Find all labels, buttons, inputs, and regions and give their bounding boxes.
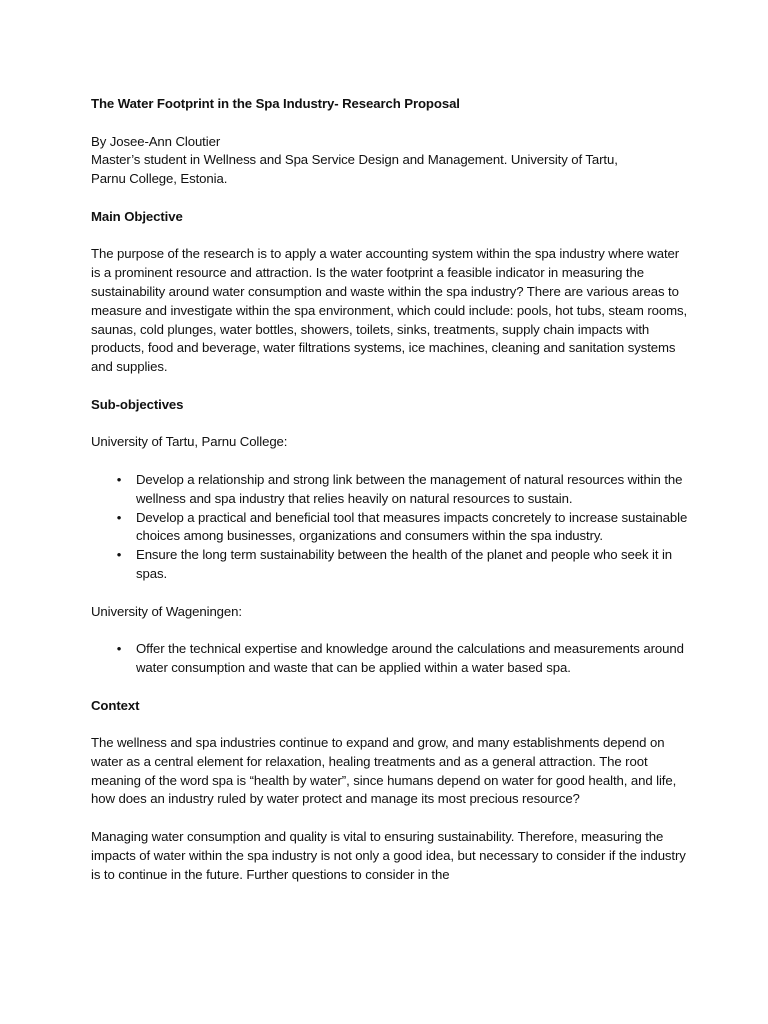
list-item — [91, 471, 691, 509]
author-line: By Josee-Ann Cloutier — [91, 133, 221, 149]
main-objective-paragraph: The purpose of the research is to apply a water accounting system within the spa industry where water is a prominent resource and attraction. Is the water footprint a feasible indicator in measuring the sustainability around water consumption and waste within the spa industry? There are various areas to measure and investigate within the spa environment, which could include: pools, hot tubs, steam rooms, saunas, cold plunges, water bottles, showers, toilets, sinks, treatments, supply chain impacts with products, food and beverage, water filtrations systems, ice machines, cleaning and sanitation systems and supplies. — [91, 246, 688, 375]
document-title: The Water Footprint in the Spa Industry- Research Proposal — [91, 96, 460, 111]
affiliation-line-1: Master’s student in Wellness and Spa Service Design and Management. University of Tartu, — [91, 152, 618, 168]
list-item — [91, 640, 691, 678]
bullet-icon: • — [116, 547, 122, 563]
list-item-text: Ensure the long term sustainability between the health of the planet and people who seek it in spas. — [136, 547, 673, 581]
list-item — [91, 546, 691, 584]
list-item-text: Develop a practical and beneficial tool that measures impacts concretely to increase sustainable choices among businesses, organizations and consumers within the spa industry. — [136, 509, 688, 544]
list-item — [91, 509, 691, 547]
context-paragraph-2: Managing water consumption and quality is vital to ensuring sustainability. Therefore, measuring the impacts of water within the spa industry is not only a good idea, but necessary to consider if the industry is to continue in the future. Further questions to consider in the — [91, 829, 686, 882]
context-heading: Context — [91, 697, 140, 713]
bullet-icon: • — [116, 471, 122, 487]
sub-objectives-heading: Sub-objectives — [91, 396, 184, 412]
affiliation-line-2: Parnu College, Estonia. — [91, 171, 228, 187]
tartu-bullet-list — [91, 471, 691, 584]
wageningen-bullet-list — [91, 640, 691, 678]
context-paragraph-1: The wellness and spa industries continue to expand and grow, and many establishments depend on water as a central element for relaxation, healing treatments and as a general attraction. The root meaning of the word spa is “health by water”, since humans depend on water for good health, and life, how does an industry ruled by water protect and manage its most precious resource? — [91, 735, 677, 807]
bullet-icon: • — [116, 641, 122, 657]
tartu-label: University of Tartu, Parnu College: — [91, 434, 288, 450]
wageningen-label: University of Wageningen: — [91, 603, 242, 619]
bullet-icon: • — [116, 509, 122, 525]
document-body — [91, 95, 691, 884]
list-item-text: Offer the technical expertise and knowledge around the calculations and measurements around water consumption and waste that can be applied within a water based spa. — [136, 641, 684, 675]
main-objective-heading: Main Objective — [91, 208, 183, 224]
list-item-text: Develop a relationship and strong link between the management of natural resources within the wellness and spa industry that relies heavily on natural resources to sustain. — [136, 471, 683, 506]
